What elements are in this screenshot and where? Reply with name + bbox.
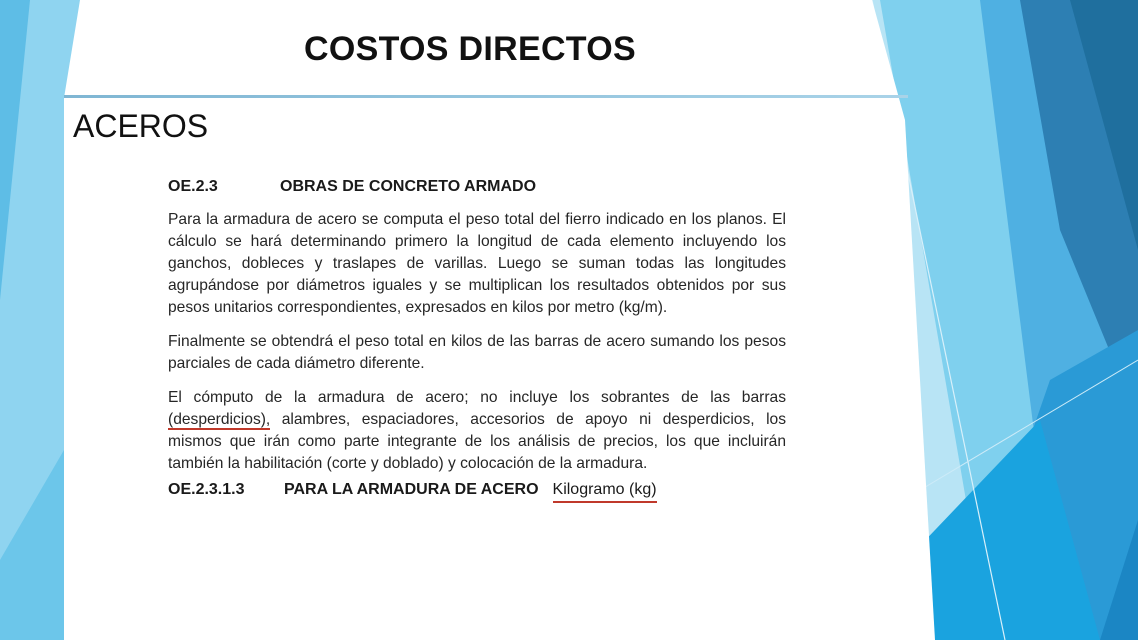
section-code: OE.2.3 [168, 178, 218, 195]
paragraph-2: Finalmente se obtendrá el peso total en kilos de las barras de acero sumando los pesos parciales de cada diámetro diferente. [168, 333, 786, 372]
section-title: OBRAS DE CONCRETO ARMADO [280, 178, 537, 195]
underlined-desperdicios: (desperdicios), [168, 411, 271, 428]
subsection-title: PARA LA ARMADURA DE ACERO [284, 481, 539, 498]
paragraph-3 [168, 387, 786, 475]
paragraph-3-start: El cómputo de la armadura de acero; no incluye los sobrantes de las barras [168, 389, 786, 406]
paragraph-1: Para la armadura de acero se computa el peso total del fierro indicado en los planos. El cálculo se hará determinando primero la longitud de cada elemento incluyendo los ganchos, dobleces y traslapes de varillas. Luego se suman todas las longitudes agrupándose por diámetros iguales y se multiplican los resultados obtenidos por sus pesos unitarios correspondientes, expresados en kilos por metro (kg/m). [168, 211, 786, 316]
subsection-heading [168, 481, 800, 503]
scanned-document [160, 178, 800, 503]
slide-title: COSTOS DIRECTOS [304, 30, 636, 68]
paragraph-3-end: alambres, espaciadores, accesorios de apoyo ni desperdicios, los mismos que irán como parte integrante de los análisis de precios, los que incluirán también la habilitación (corte y doblado) y colocación de la armadura. [168, 411, 786, 472]
slide-subtitle: ACEROS [73, 108, 209, 144]
unit-label: Kilogramo (kg) [553, 481, 657, 503]
subsection-code: OE.2.3.1.3 [168, 481, 245, 498]
section-heading [168, 178, 800, 196]
title-divider [64, 95, 908, 98]
